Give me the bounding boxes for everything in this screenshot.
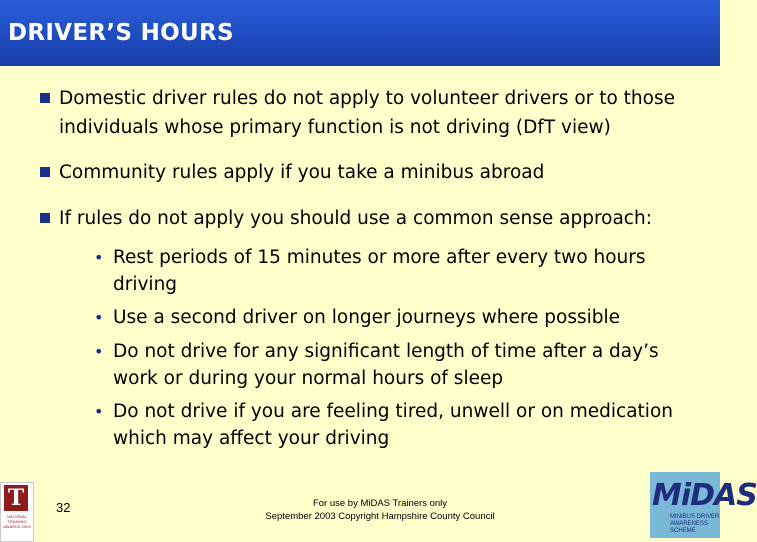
bullet-domestic-rules bbox=[40, 84, 710, 142]
dot-bullet-icon: • bbox=[94, 308, 104, 327]
square-bullet-icon bbox=[40, 93, 50, 103]
sub-bullet-text: Do not drive for any significant length of time after a day’s work or during your normal hours of sleep bbox=[113, 341, 659, 389]
sub-bullet-rest-periods bbox=[94, 244, 703, 298]
midas-brand: MiDAS bbox=[652, 478, 757, 513]
bullet-text: Domestic driver rules do not apply to volunteer drivers or to those individuals whose primary function is not driving (DfT view) bbox=[59, 88, 675, 138]
sub-bullet-second-driver bbox=[94, 304, 703, 331]
square-bullet-icon bbox=[40, 167, 50, 177]
slide-title: DRIVER’S HOURS bbox=[8, 20, 234, 46]
bullet-text: If rules do not apply you should use a common sense approach: bbox=[59, 208, 652, 229]
midas-logo bbox=[650, 472, 757, 538]
title-bar bbox=[0, 0, 720, 66]
sub-bullet-text: Use a second driver on longer journeys where possible bbox=[113, 307, 621, 328]
national-training-awards-logo bbox=[0, 482, 34, 542]
footer-note-line1: For use by MiDAS Trainers only bbox=[312, 498, 448, 509]
bullet-text: Community rules apply if you take a minibus abroad bbox=[59, 162, 545, 183]
page-number: 32 bbox=[56, 500, 71, 515]
bullet-common-sense bbox=[40, 204, 710, 233]
award-letter: T bbox=[4, 485, 28, 511]
footer-note bbox=[240, 497, 520, 523]
midas-caption: MINIBUS DRIVER AWARENESS SCHEME bbox=[670, 514, 720, 534]
award-text: NATIONAL TRAINING AWARDS 2003 bbox=[3, 514, 31, 529]
sub-bullet-text: Rest periods of 15 minutes or more after every two hours driving bbox=[113, 247, 646, 295]
bullet-community-rules bbox=[40, 158, 710, 187]
footer-note-line2: September 2003 Copyright Hampshire County Council bbox=[265, 511, 495, 522]
dot-bullet-icon: • bbox=[94, 402, 104, 421]
square-bullet-icon bbox=[40, 213, 50, 223]
dot-bullet-icon: • bbox=[94, 248, 104, 267]
sub-bullet-tired-unwell bbox=[94, 398, 703, 452]
sub-bullet-sleep-hours bbox=[94, 338, 703, 392]
dot-bullet-icon: • bbox=[94, 342, 104, 361]
sub-bullet-text: Do not drive if you are feeling tired, unwell or on medication which may affect your driving bbox=[113, 401, 673, 449]
